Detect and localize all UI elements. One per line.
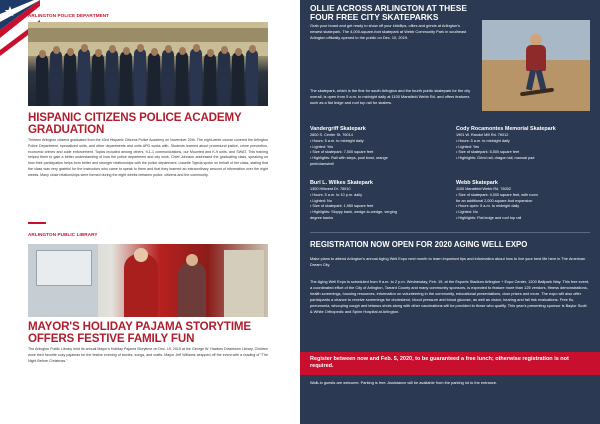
- park-detail: 1300 Hillcrest Dr. 76010: [310, 187, 351, 191]
- expo-footnote: Walk-in guests are welcome. Parking is free. Assistance will be available from the parking lot to the entrance.: [310, 380, 498, 385]
- expo-intro: Make plans to attend Arlington's annual Aging Well Expo next month to learn important tips and information about how to live your best life here in The American Dream City.: [310, 256, 586, 268]
- expo-details: The Aging Well Expo is scheduled from 9 a.m. to 2 p.m. Wednesday, Feb. 19, at the Esports Stadium Arlington + Expo Center, 1200 Ballpark Way. This free event, a coordinated effort of the City of Arlington, Tarrant County and many community sponsors, is expected to feature more than 125 vendors, fitness demonstrations, health screenings, housing resources, information on volunteering in the community, educational presentations, door prizes and more. The expo will also offer participants a chance to receive screenings for cholesterol, blood pressure and blood glucose, as well as vision, hearing and fall risk evaluations. Free flu, pneumonia, whooping cough and tetanus shots along with other vaccinations will be provided to those who qualify. This year's presenting sponsor is Baylor Scott & White Orthopedic and Spine Hospital at Arlington.: [310, 279, 590, 315]
- park-detail: • Hours: 5 a.m. to midnight daily: [310, 138, 364, 143]
- library-headline: [28, 321, 251, 344]
- park-webb: [456, 180, 586, 222]
- skatepark-paragraph-2: The skatepark, which is the first for south Arlington and the fourth public skatepark for the city overall, is open from 5 a.m. to midnight daily at 1100 Mansfield Webb Rd. and offers features such as a flat ledge and roof top rail for skaters.: [310, 88, 471, 106]
- park-detail: • Hours: 5 a.m. to 10 p.m. daily: [310, 192, 362, 197]
- expo-headline: REGISTRATION NOW OPEN FOR 2020 AGING WELL EXPO: [310, 240, 528, 249]
- section-divider: [28, 222, 46, 224]
- park-cody-rocamontes: [456, 126, 586, 162]
- police-headline-line-2: GRADUATION: [28, 122, 105, 136]
- police-headline-line-1: HISPANIC CITIZENS POLICE ACADEMY: [28, 111, 242, 124]
- park-detail: degree banks: [310, 215, 334, 220]
- park-name: Webb Skatepark: [456, 180, 498, 186]
- park-detail: • Size of skatepark: 4,000 square feet, with room: [456, 192, 538, 197]
- park-detail: • Highlights: Flat ledge and roof top rail: [456, 215, 522, 220]
- park-detail: • Size of skatepark: 7,500 square feet: [310, 150, 374, 155]
- registration-banner: Register between now and Feb. 5, 2020, to be guaranteed a free lunch; otherwise registration is not required.: [300, 352, 600, 375]
- skater-photo: [482, 20, 590, 111]
- park-burl-wilkes: [310, 180, 440, 222]
- police-article-body: Thirteen Arlington citizens graduated from the 43rd Hispanic Citizens Police Academy on November 20th. The eight-week course covered the Arlington Police Department, specialized units, and other departments and units APD works with. Students learned about procedural justice, crime prevention, economic crimes and code enforcement. Topics included among others, 9-1-1 communications, our Mounted and K-9 units, and SWAT. This training helped them to gain a better understanding of how the police department and city work. Chief Johnson addressed the graduating class, speaking on how their participation helps form better and stronger relationships with the police department. Lissette Tajeda spoke on behalf of her class, stating that the class was very grateful for the instructors who came to speak to them and that they learned an extraordinary amount of information over the eight weeks. Many close relationships were formed during the eight weeks between police, citizens and the community.: [28, 138, 268, 177]
- park-detail: • Size of skatepark: 5,500 square feet: [456, 150, 520, 155]
- police-headline: [28, 112, 242, 135]
- library-article-body: The Arlington Public Library held its annual Mayor's Holiday Pajama Storytime on Dec. 19, 2019 at the George W. Hawkes Downtown Library. Children wore their favorite cozy pajamas for the festive evening of stories, songs, and crafts. Mayor Jeff Williams wrapped off the event with a reading of "The Night Before Christmas.": [28, 347, 268, 363]
- skatepark-headline-line-1: OLLIE ACROSS ARLINGTON AT THESE: [310, 3, 467, 13]
- park-detail: • Lighted: No: [456, 210, 478, 215]
- park-detail: • Highlights: Sloppy bank, wedge-to-wedge, verging: [310, 210, 397, 215]
- park-detail: • Hours open: 5 a.m. to midnight daily: [456, 204, 520, 209]
- park-vandergriff: [310, 126, 440, 168]
- park-name: Cody Rocamontes Memorial Skatepark: [456, 126, 556, 132]
- park-detail: 1901 W. Randol Mill Rd. 76012: [456, 133, 509, 137]
- park-name: Vandergriff Skatepark: [310, 126, 366, 132]
- skatepark-intro: Grab your board and get ready to show off your kickflips, ollies and grinds at Arlington's newest skatepark. The 4,000-square-foot skatepark at Webb Community Park in southeast Arlington officially opened to the public on Dec. 10, 2019.: [310, 23, 467, 41]
- skatepark-headline-line-2: FOUR FREE CITY SKATEPARKS: [310, 12, 439, 22]
- section-divider: [310, 232, 590, 233]
- park-detail: • Lighted: No: [310, 198, 332, 203]
- park-detail: • Lighted: Yes: [456, 144, 480, 149]
- park-detail: 1100 Mansfield Webb Rd. 76002: [456, 187, 511, 191]
- park-detail: • Highlights: Rail with steps, pool bowl, orange: [310, 156, 388, 161]
- pajama-storytime-photo: [28, 244, 268, 317]
- library-headline-line-1: MAYOR'S HOLIDAY PAJAMA STORYTIME: [28, 320, 251, 333]
- park-detail: 2800 S. Center St. 76014: [310, 133, 353, 137]
- right-page: [300, 0, 600, 424]
- park-name: Burl L. Wilkes Skatepark: [310, 180, 373, 186]
- police-dept-label: ARLINGTON POLICE DEPARTMENT: [28, 13, 110, 18]
- library-dept-label: ARLINGTON PUBLIC LIBRARY: [28, 232, 98, 237]
- library-headline-line-2: OFFERS FESTIVE FAMILY FUN: [28, 331, 195, 345]
- park-detail: • Lighted: Yes: [310, 144, 334, 149]
- police-graduation-photo: [28, 22, 268, 106]
- park-detail: for an additional 2,000-square-foot expansion: [456, 198, 533, 203]
- park-detail: • Highlights: Grind rail, dragon tail, manual pad: [456, 156, 535, 161]
- park-detail: • Hours: 5 a.m. to midnight daily: [456, 138, 510, 143]
- park-detail: • Size of skatepark: 1,960 square feet: [310, 204, 374, 209]
- skatepark-headline: [310, 4, 510, 22]
- park-detail: peel/clamshell: [310, 161, 335, 166]
